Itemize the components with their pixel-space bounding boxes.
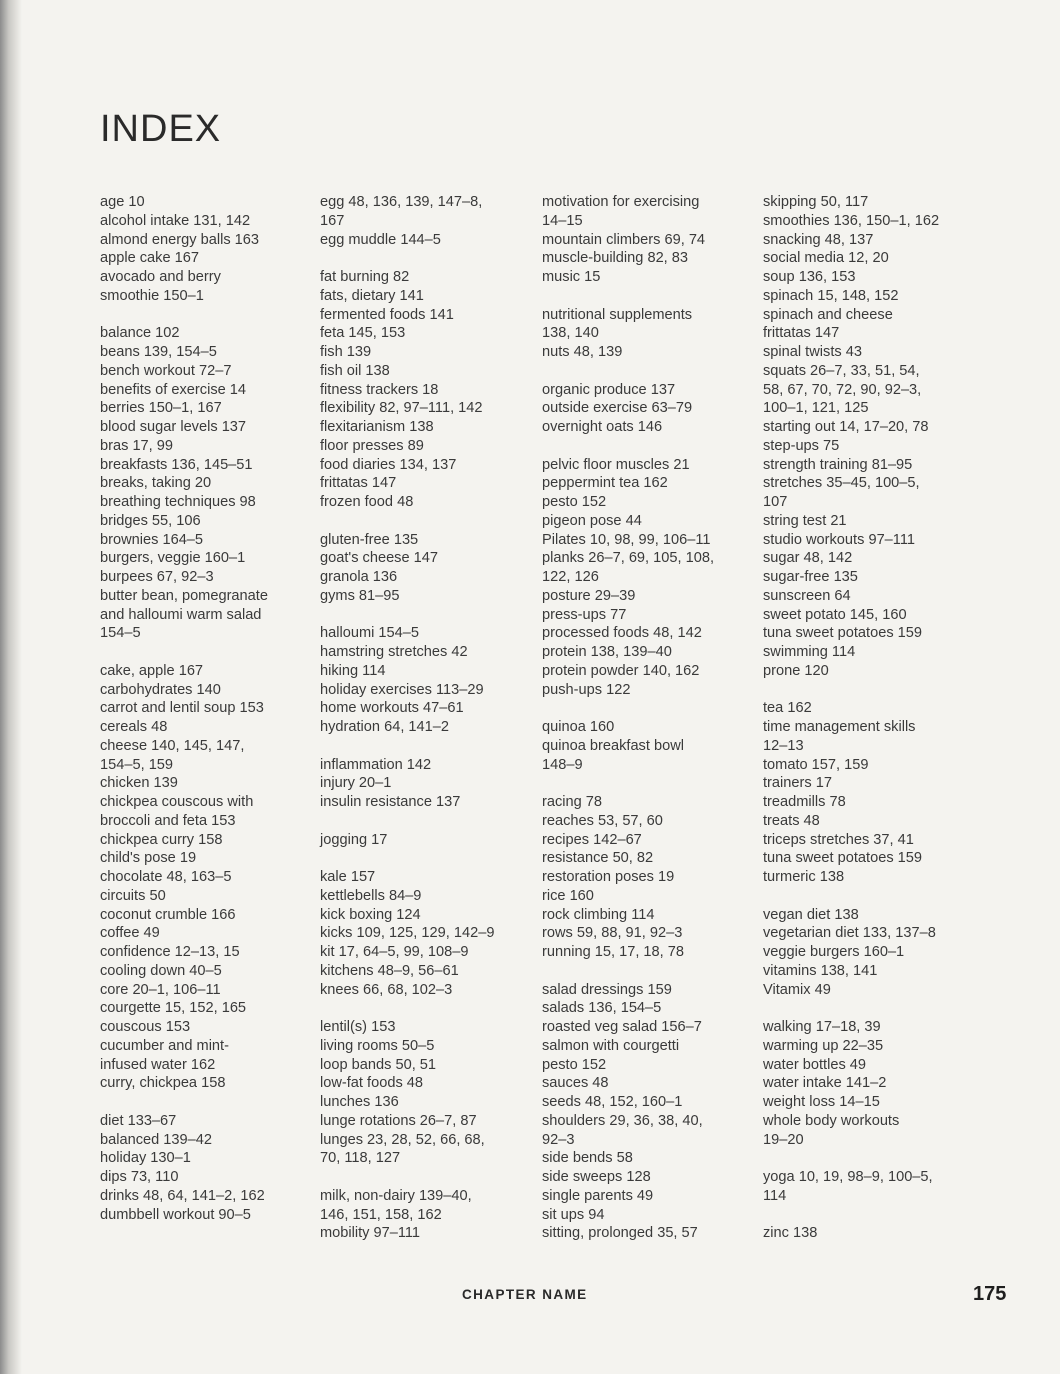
index-entry: smoothie 150–1 bbox=[100, 287, 204, 304]
index-entry: overnight oats 146 bbox=[542, 419, 663, 435]
index-column-1 bbox=[100, 193, 300, 1224]
index-entry: fish 139 bbox=[320, 344, 372, 360]
index-entry: lentil(s) 153 bbox=[320, 1019, 396, 1035]
index-entry: motivation for exercising bbox=[542, 194, 700, 210]
index-entry: core 20–1, 106–11 bbox=[100, 981, 221, 998]
index-entry: fats, dietary 141 bbox=[320, 287, 424, 304]
index-section-gap bbox=[763, 999, 963, 1018]
index-entry: zinc 138 bbox=[763, 1225, 818, 1242]
index-entry: warming up 22–35 bbox=[763, 1037, 884, 1054]
index-entry: sitting, prolonged 35, 57 bbox=[542, 1225, 698, 1242]
index-entry: nutritional supplements bbox=[542, 306, 693, 323]
index-entry: tuna sweet potatoes 159 bbox=[763, 850, 923, 867]
index-entry: shoulders 29, 36, 38, 40, bbox=[542, 1112, 703, 1129]
index-section-gap bbox=[320, 812, 520, 831]
index-section-gap bbox=[542, 962, 742, 981]
index-column-4 bbox=[763, 193, 963, 1243]
index-entry: burgers, veggie 160–1 bbox=[100, 550, 246, 567]
index-entry: 14–15 bbox=[542, 212, 583, 229]
index-section-gap bbox=[542, 699, 742, 718]
index-entry: age 10 bbox=[100, 194, 145, 210]
index-entry: spinal twists 43 bbox=[763, 344, 862, 360]
index-section-gap bbox=[320, 249, 520, 268]
index-entry: vitamins 138, 141 bbox=[763, 962, 878, 979]
index-entry: resistance 50, 82 bbox=[542, 850, 654, 867]
index-entry: bras 17, 99 bbox=[100, 437, 174, 454]
index-entry: frozen food 48 bbox=[320, 494, 414, 510]
index-entry: apple cake 167 bbox=[100, 250, 199, 267]
index-entry: sauces 48 bbox=[542, 1075, 609, 1092]
index-entry: dips 73, 110 bbox=[100, 1169, 179, 1185]
index-entry: milk, non-dairy 139–40, bbox=[320, 1187, 472, 1204]
index-entry: egg 48, 136, 139, 147–8, bbox=[320, 194, 483, 210]
index-entry: home workouts 47–61 bbox=[320, 700, 464, 717]
index-entry: vegan diet 138 bbox=[763, 906, 859, 923]
index-entry: peppermint tea 162 bbox=[542, 475, 668, 492]
index-entry: hamstring stretches 42 bbox=[320, 644, 468, 660]
index-column-2 bbox=[320, 193, 520, 1243]
index-entry: cheese 140, 145, 147, bbox=[100, 737, 245, 754]
index-entry: kettlebells 84–9 bbox=[320, 887, 422, 904]
index-entry: diet 133–67 bbox=[100, 1112, 177, 1129]
index-entry: lunge rotations 26–7, 87 bbox=[320, 1112, 477, 1129]
index-section-gap bbox=[763, 681, 963, 700]
index-section-gap bbox=[100, 306, 300, 325]
index-entry: hydration 64, 141–2 bbox=[320, 719, 450, 735]
index-entry: injury 20–1 bbox=[320, 775, 392, 792]
index-entry: treats 48 bbox=[763, 812, 820, 829]
index-entry: string test 21 bbox=[763, 512, 847, 529]
index-entry: confidence 12–13, 15 bbox=[100, 944, 240, 960]
index-entry: 70, 118, 127 bbox=[320, 1150, 401, 1167]
index-entry: pesto 152 bbox=[542, 494, 607, 510]
index-entry: tomato 157, 159 bbox=[763, 756, 869, 773]
index-entry: 154–5, 159 bbox=[100, 756, 174, 773]
index-section-gap bbox=[320, 512, 520, 531]
index-entry: treadmills 78 bbox=[763, 794, 846, 810]
index-entry: lunches 136 bbox=[320, 1094, 399, 1110]
index-section-gap bbox=[100, 1093, 300, 1112]
index-entry: 100–1, 121, 125 bbox=[763, 400, 869, 417]
index-entry: halloumi 154–5 bbox=[320, 625, 419, 642]
index-entry: couscous 153 bbox=[100, 1019, 191, 1035]
index-entry: 148–9 bbox=[542, 756, 583, 773]
index-entry: low-fat foods 48 bbox=[320, 1075, 424, 1092]
index-entry: chickpea couscous with bbox=[100, 794, 254, 810]
index-entry: 92–3 bbox=[542, 1131, 575, 1148]
index-entry: nuts 48, 139 bbox=[542, 344, 623, 360]
index-entry: breakfasts 136, 145–51 bbox=[100, 456, 253, 473]
footer-chapter-name: CHAPTER NAME bbox=[462, 1287, 588, 1302]
index-entry: beans 139, 154–5 bbox=[100, 344, 217, 360]
index-section-gap bbox=[320, 737, 520, 756]
index-entry: benefits of exercise 14 bbox=[100, 381, 247, 398]
index-entry: goat's cheese 147 bbox=[320, 550, 439, 567]
index-entry: turmeric 138 bbox=[763, 869, 845, 885]
page-title: INDEX bbox=[100, 108, 222, 150]
index-entry: swimming 114 bbox=[763, 644, 856, 660]
index-entry: reaches 53, 57, 60 bbox=[542, 812, 663, 829]
index-section-gap bbox=[542, 774, 742, 793]
index-entry: egg muddle 144–5 bbox=[320, 231, 441, 248]
index-entry: circuits 50 bbox=[100, 887, 166, 904]
index-entry: knees 66, 68, 102–3 bbox=[320, 981, 453, 998]
index-entry: loop bands 50, 51 bbox=[320, 1056, 437, 1073]
index-section-gap bbox=[542, 437, 742, 456]
index-entry: walking 17–18, 39 bbox=[763, 1019, 881, 1035]
index-entry: water intake 141–2 bbox=[763, 1075, 887, 1092]
index-entry: triceps stretches 37, 41 bbox=[763, 831, 914, 848]
index-entry: restoration poses 19 bbox=[542, 869, 675, 885]
index-entry: 12–13 bbox=[763, 737, 804, 754]
index-entry: 146, 151, 158, 162 bbox=[320, 1206, 442, 1223]
index-entry: organic produce 137 bbox=[542, 381, 676, 398]
index-entry: water bottles 49 bbox=[763, 1056, 867, 1073]
index-entry: studio workouts 97–111 bbox=[763, 531, 915, 548]
index-entry: insulin resistance 137 bbox=[320, 794, 461, 810]
index-entry: dumbbell workout 90–5 bbox=[100, 1206, 251, 1223]
index-entry: seeds 48, 152, 160–1 bbox=[542, 1094, 683, 1110]
index-entry: and halloumi warm salad bbox=[100, 606, 262, 623]
index-entry: planks 26–7, 69, 105, 108, bbox=[542, 550, 715, 567]
index-section-gap bbox=[542, 287, 742, 306]
index-section-gap bbox=[320, 999, 520, 1018]
index-entry: yoga 10, 19, 98–9, 100–5, bbox=[763, 1169, 933, 1185]
index-entry: chickpea curry 158 bbox=[100, 831, 223, 848]
index-entry: veggie burgers 160–1 bbox=[763, 944, 905, 960]
index-entry: coffee 49 bbox=[100, 925, 160, 942]
index-entry: cake, apple 167 bbox=[100, 662, 204, 679]
index-entry: kicks 109, 125, 129, 142–9 bbox=[320, 925, 495, 942]
index-entry: bridges 55, 106 bbox=[100, 512, 201, 529]
index-entry: 114 bbox=[763, 1187, 787, 1204]
index-entry: roasted veg salad 156–7 bbox=[542, 1019, 702, 1035]
index-entry: 154–5 bbox=[100, 625, 141, 642]
index-entry: child's pose 19 bbox=[100, 850, 197, 867]
index-entry: gluten-free 135 bbox=[320, 531, 419, 548]
index-entry: vegetarian diet 133, 137–8 bbox=[763, 925, 936, 942]
index-entry: posture 29–39 bbox=[542, 587, 636, 604]
index-entry: feta 145, 153 bbox=[320, 325, 406, 342]
index-entry: protein 138, 139–40 bbox=[542, 644, 672, 660]
index-entry: salads 136, 154–5 bbox=[542, 1000, 662, 1017]
index-entry: sugar-free 135 bbox=[763, 569, 858, 585]
index-entry: balance 102 bbox=[100, 325, 180, 342]
index-entry: burpees 67, 92–3 bbox=[100, 569, 214, 585]
index-entry: 138, 140 bbox=[542, 325, 599, 342]
index-entry: strength training 81–95 bbox=[763, 456, 913, 473]
index-section-gap bbox=[320, 849, 520, 868]
index-entry: avocado and berry bbox=[100, 269, 221, 285]
index-entry: soup 136, 153 bbox=[763, 269, 856, 285]
index-entry: prone 120 bbox=[763, 662, 829, 679]
index-entry: mobility 97–111 bbox=[320, 1225, 421, 1242]
index-entry: single parents 49 bbox=[542, 1187, 654, 1204]
index-entry: pigeon pose 44 bbox=[542, 512, 642, 529]
index-entry: side sweeps 128 bbox=[542, 1169, 651, 1185]
index-entry: tuna sweet potatoes 159 bbox=[763, 625, 923, 642]
index-entry: rice 160 bbox=[542, 887, 594, 904]
index-entry: chicken 139 bbox=[100, 775, 178, 792]
index-entry: broccoli and feta 153 bbox=[100, 812, 236, 829]
index-entry: alcohol intake 131, 142 bbox=[100, 212, 251, 229]
index-entry: balanced 139–42 bbox=[100, 1131, 212, 1148]
index-entry: skipping 50, 117 bbox=[763, 194, 869, 210]
index-entry: chocolate 48, 163–5 bbox=[100, 869, 232, 885]
index-entry: frittatas 147 bbox=[763, 325, 840, 342]
index-section-gap bbox=[320, 1168, 520, 1187]
index-entry: quinoa 160 bbox=[542, 719, 615, 735]
index-entry: outside exercise 63–79 bbox=[542, 400, 693, 417]
index-section-gap bbox=[100, 643, 300, 662]
index-entry: quinoa breakfast bowl bbox=[542, 737, 684, 754]
index-entry: squats 26–7, 33, 51, 54, bbox=[763, 362, 920, 379]
index-entry: berries 150–1, 167 bbox=[100, 400, 222, 417]
page-binding-shadow bbox=[0, 0, 22, 1374]
index-section-gap bbox=[542, 362, 742, 381]
index-entry: almond energy balls 163 bbox=[100, 231, 260, 248]
index-entry: sit ups 94 bbox=[542, 1206, 605, 1223]
index-entry: spinach 15, 148, 152 bbox=[763, 287, 899, 304]
index-entry: rows 59, 88, 91, 92–3 bbox=[542, 925, 683, 942]
index-entry: cucumber and mint- bbox=[100, 1037, 229, 1054]
index-entry: brownies 164–5 bbox=[100, 531, 204, 548]
index-entry: coconut crumble 166 bbox=[100, 906, 236, 923]
index-entry: sunscreen 64 bbox=[763, 587, 851, 604]
index-entry: infused water 162 bbox=[100, 1056, 216, 1073]
index-entry: courgette 15, 152, 165 bbox=[100, 1000, 247, 1017]
index-section-gap bbox=[763, 1149, 963, 1168]
index-entry: breaks, taking 20 bbox=[100, 475, 212, 492]
index-entry: butter bean, pomegranate bbox=[100, 587, 268, 604]
index-entry: 19–20 bbox=[763, 1131, 804, 1148]
index-entry: blood sugar levels 137 bbox=[100, 419, 247, 435]
index-entry: 58, 67, 70, 72, 90, 92–3, bbox=[763, 381, 922, 398]
index-entry: running 15, 17, 18, 78 bbox=[542, 944, 684, 960]
index-entry: carbohydrates 140 bbox=[100, 681, 221, 698]
index-entry: living rooms 50–5 bbox=[320, 1037, 435, 1054]
index-entry: inflammation 142 bbox=[320, 756, 432, 773]
index-entry: recipes 142–67 bbox=[542, 831, 642, 848]
index-entry: flexitarianism 138 bbox=[320, 419, 434, 435]
index-entry: social media 12, 20 bbox=[763, 250, 889, 267]
index-entry: weight loss 14–15 bbox=[763, 1094, 880, 1110]
index-entry: fitness trackers 18 bbox=[320, 381, 439, 398]
index-entry: stretches 35–45, 100–5, bbox=[763, 475, 920, 492]
index-entry: bench workout 72–7 bbox=[100, 362, 232, 379]
index-entry: push-ups 122 bbox=[542, 681, 631, 698]
index-entry: salmon with courgetti bbox=[542, 1037, 680, 1054]
index-entry: pesto 152 bbox=[542, 1056, 607, 1073]
index-entry: starting out 14, 17–20, 78 bbox=[763, 419, 929, 435]
index-entry: frittatas 147 bbox=[320, 475, 397, 492]
index-entry: cooling down 40–5 bbox=[100, 962, 222, 979]
index-entry: side bends 58 bbox=[542, 1150, 633, 1167]
index-entry: sweet potato 145, 160 bbox=[763, 606, 907, 623]
index-entry: fat burning 82 bbox=[320, 269, 410, 285]
index-entry: drinks 48, 64, 141–2, 162 bbox=[100, 1187, 265, 1204]
index-entry: flexibility 82, 97–111, 142 bbox=[320, 400, 483, 417]
index-entry: Vitamix 49 bbox=[763, 981, 831, 998]
page-number: 175 bbox=[973, 1283, 1007, 1305]
index-entry: granola 136 bbox=[320, 569, 398, 585]
index-entry: cereals 48 bbox=[100, 719, 168, 735]
index-entry: carrot and lentil soup 153 bbox=[100, 700, 264, 717]
index-section-gap bbox=[763, 887, 963, 906]
index-entry: holiday exercises 113–29 bbox=[320, 681, 484, 698]
index-entry: holiday 130–1 bbox=[100, 1150, 191, 1167]
index-entry: kale 157 bbox=[320, 869, 376, 885]
index-entry: 107 bbox=[763, 494, 788, 510]
index-entry: kick boxing 124 bbox=[320, 906, 421, 923]
index-entry: smoothies 136, 150–1, 162 bbox=[763, 212, 940, 229]
index-entry: whole body workouts bbox=[763, 1112, 900, 1129]
index-entry: 122, 126 bbox=[542, 569, 599, 585]
index-entry: hiking 114 bbox=[320, 662, 386, 679]
index-entry: Pilates 10, 98, 99, 106–11 bbox=[542, 531, 711, 548]
index-entry: kitchens 48–9, 56–61 bbox=[320, 962, 459, 979]
index-entry: music 15 bbox=[542, 269, 601, 285]
index-entry: gyms 81–95 bbox=[320, 587, 400, 604]
index-section-gap bbox=[320, 606, 520, 625]
index-entry: 167 bbox=[320, 212, 345, 229]
index-entry: protein powder 140, 162 bbox=[542, 662, 700, 679]
index-entry: fermented foods 141 bbox=[320, 306, 454, 323]
index-section-gap bbox=[763, 1206, 963, 1225]
index-entry: lunges 23, 28, 52, 66, 68, bbox=[320, 1131, 485, 1148]
index-entry: salad dressings 159 bbox=[542, 981, 672, 998]
index-entry: mountain climbers 69, 74 bbox=[542, 231, 706, 248]
index-entry: press-ups 77 bbox=[542, 606, 627, 623]
index-entry: processed foods 48, 142 bbox=[542, 625, 702, 642]
index-entry: sugar 48, 142 bbox=[763, 550, 853, 567]
index-entry: curry, chickpea 158 bbox=[100, 1075, 226, 1092]
index-entry: breathing techniques 98 bbox=[100, 494, 256, 510]
index-entry: fish oil 138 bbox=[320, 362, 390, 379]
index-entry: time management skills bbox=[763, 719, 916, 735]
index-entry: floor presses 89 bbox=[320, 437, 424, 454]
index-entry: jogging 17 bbox=[320, 831, 388, 848]
index-entry: tea 162 bbox=[763, 700, 812, 717]
index-entry: muscle-building 82, 83 bbox=[542, 250, 689, 267]
index-entry: racing 78 bbox=[542, 794, 603, 810]
index-entry: spinach and cheese bbox=[763, 306, 893, 323]
index-entry: snacking 48, 137 bbox=[763, 231, 874, 248]
index-entry: rock climbing 114 bbox=[542, 906, 655, 923]
index-column-3 bbox=[542, 193, 742, 1243]
index-entry: kit 17, 64–5, 99, 108–9 bbox=[320, 944, 469, 960]
index-entry: pelvic floor muscles 21 bbox=[542, 456, 690, 473]
index-entry: trainers 17 bbox=[763, 775, 832, 792]
index-entry: food diaries 134, 137 bbox=[320, 456, 457, 473]
index-entry: step-ups 75 bbox=[763, 437, 840, 454]
